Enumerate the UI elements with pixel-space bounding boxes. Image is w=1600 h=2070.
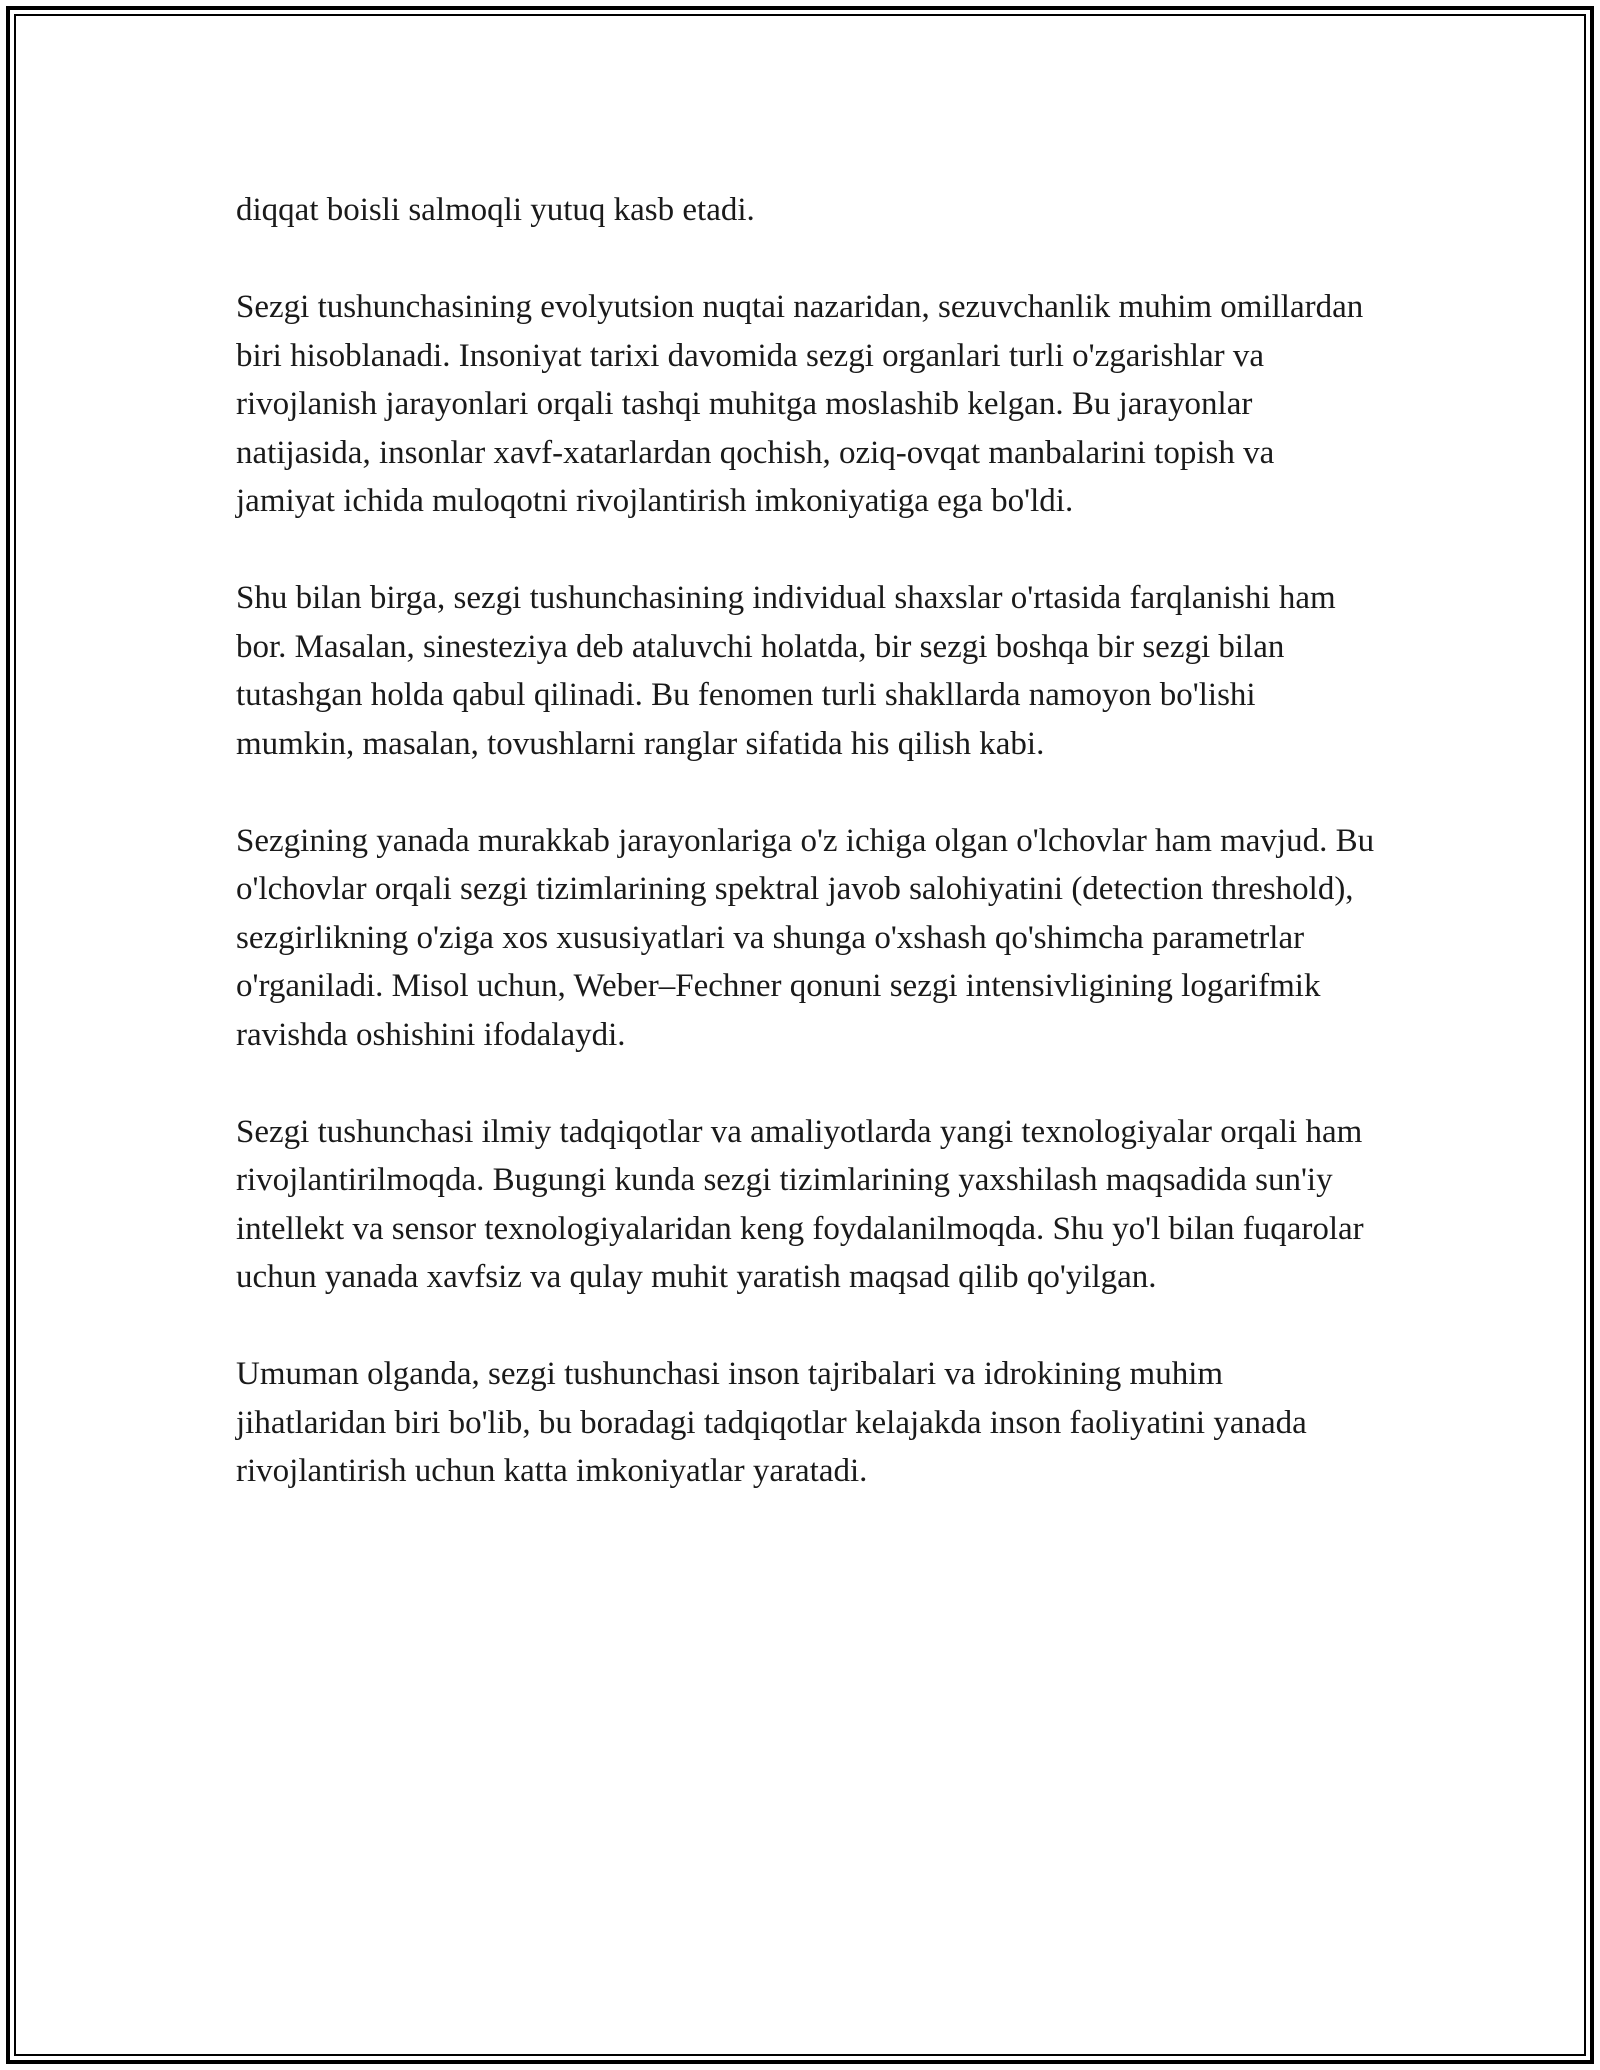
paragraph-2: Sezgi tushunchasining evolyutsion nuqtai nazaridan, sezuvchanlik muhim omillardan biri hisoblanadi. Insoniyat tarixi davomida sezgi organlari turli o'zgarishlar va rivojlanish jarayonlari orqali tashqi muhitga moslashib kelgan. Bu jarayonlar natijasida, insonlar xavf-xatarlardan qochish, oziq-ovqat manbalarini topish va jamiyat ichida muloqotni rivojlantirish imkoniyatiga ega bo'ldi.: [236, 289, 1364, 519]
paragraph-1: diqqat boisli salmoqli yutuq kasb etadi.: [236, 192, 755, 228]
paragraph-4: Sezgining yanada murakkab jarayonlariga o'z ichiga olgan o'lchovlar ham mavjud. Bu o'lchovlar orqali sezgi tizimlarining spektral javob salohiyatini (detection threshold), sezgirlikning o'ziga xos xususiyatlari va shunga o'xshash qo'shimcha parametrlar o'rganiladi. Misol uchun, Weber–Fechner qonuni sezgi intensivligining logarifmik ravishda oshishini ifodalaydi.: [236, 822, 1375, 1053]
paragraph-6: Umuman olganda, sezgi tushunchasi inson tajribalari va idrokining muhim jihatlaridan biri bo'lib, bu boradagi tadqiqotlar kelajakda inson faoliyatini yanada rivojlantirish uchun katta imkoniyatlar yaratadi.: [236, 1356, 1307, 1489]
document-body: [236, 186, 1376, 1496]
paragraph-5: Sezgi tushunchasi ilmiy tadqiqotlar va amaliyotlarda yangi texnologiyalar orqali ham rivojlantirilmoqda. Bugungi kunda sezgi tizimlarining yaxshilash maqsadida sun'iy intellekt va sensor texnologiyalaridan keng foydalanilmoqda. Shu yo'l bilan fuqarolar uchun yanada xavfsiz va qulay muhit yaratish maqsad qilib qo'yilgan.: [236, 1113, 1364, 1295]
paragraph-3: Shu bilan birga, sezgi tushunchasining individual shaxslar o'rtasida farqlanishi ham bor. Masalan, sinesteziya deb ataluvchi holatda, bir sezgi boshqa bir sezgi bilan tutashgan holda qabul qilinadi. Bu fenomen turli shakllarda namoyon bo'lishi mumkin, masalan, tovushlarni ranglar sifatida his qilish kabi.: [236, 580, 1336, 762]
